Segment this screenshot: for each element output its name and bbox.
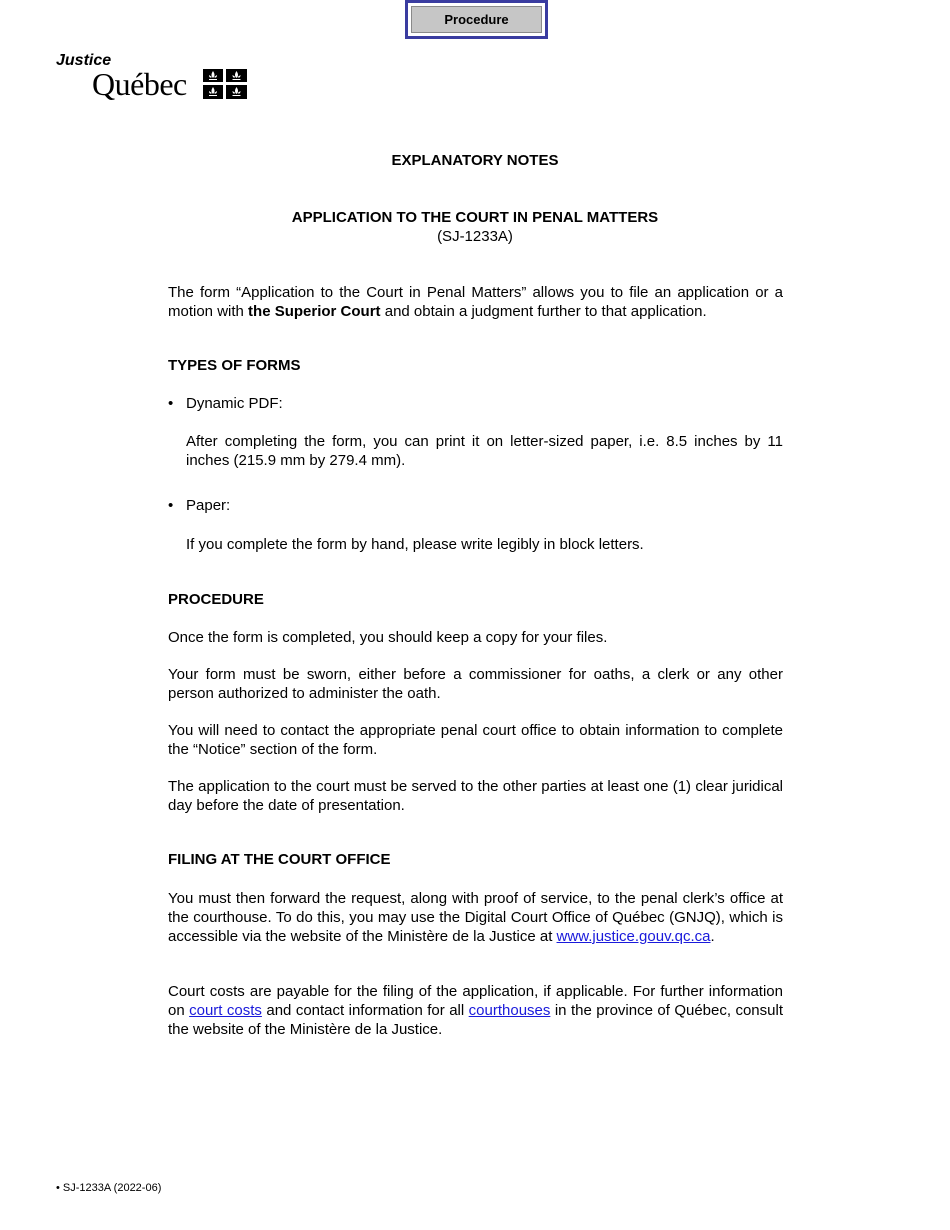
paper-label: Paper: — [186, 497, 231, 514]
filing-text-end: . — [710, 928, 715, 945]
filing-paragraph — [168, 889, 783, 946]
procedure-button[interactable] — [405, 0, 548, 39]
procedure-button-label[interactable]: Procedure — [411, 6, 542, 33]
procedure-paragraph: Once the form is completed, you should keep a copy for your files. — [168, 629, 608, 646]
bullet-icon: • — [168, 395, 174, 412]
intro-bold: the Superior Court — [248, 303, 381, 320]
intro-text-2: and obtain a judgment further to that application. — [380, 303, 707, 320]
explanatory-notes-heading: EXPLANATORY NOTES — [391, 152, 559, 169]
court-costs-link[interactable]: court costs — [189, 1002, 262, 1019]
dynamic-pdf-label: Dynamic PDF: — [186, 395, 283, 412]
quebec-flag-icon — [203, 69, 247, 99]
types-of-forms-title: TYPES OF FORMS — [168, 357, 301, 374]
procedure-paragraph: You will need to contact the appropriate penal court office to obtain information to complete the “Notice” section of the form. — [168, 722, 783, 758]
logo-justice-text: Justice — [56, 52, 112, 69]
intro-paragraph — [168, 283, 783, 321]
procedure-title: PROCEDURE — [168, 591, 264, 608]
court-costs-text-b: and contact information for all — [261, 1002, 469, 1019]
procedure-paragraph: The application to the court must be served to the other parties at least one (1) clear juridical day before the date of presentation. — [168, 778, 783, 814]
court-costs-paragraph — [168, 982, 783, 1039]
justice-website-link[interactable]: www.justice.gouv.qc.ca — [556, 928, 711, 945]
paper-text: If you complete the form by hand, please write legibly in block letters. — [186, 536, 644, 553]
filing-text-1: You must then forward the request, along with proof of service, to the penal clerk’s office at the courthouse. To do this, you may use the Digital Court Office of Québec (GNJQ), which is accessible via the website of the Ministère de la Justice at — [168, 890, 783, 945]
courthouses-link[interactable]: courthouses — [468, 1002, 551, 1019]
list-item — [168, 395, 283, 412]
footer-form-code: • SJ-1233A (2022-06) — [56, 1182, 162, 1194]
court-costs-text-a: Court costs are payable for the filing of the application, if applicable. For further information on — [168, 983, 783, 1019]
list-item — [168, 497, 230, 514]
form-title: APPLICATION TO THE COURT IN PENAL MATTERS — [291, 209, 659, 226]
dynamic-pdf-text: After completing the form, you can print it on letter-sized paper, i.e. 8.5 inches by 11 inches (215.9 mm by 279.4 mm). — [186, 433, 783, 469]
bullet-icon: • — [168, 497, 174, 514]
logo-quebec-text: Québec — [92, 66, 187, 102]
filing-title: FILING AT THE COURT OFFICE — [168, 851, 391, 868]
justice-quebec-logo — [56, 52, 251, 104]
form-code: (SJ-1233A) — [437, 228, 513, 245]
procedure-paragraph: Your form must be sworn, either before a commissioner for oaths, a clerk or any other person authorized to administer the oath. — [168, 666, 783, 702]
court-costs-text-c: in the province of Québec, consult the website of the Ministère de la Justice. — [168, 1002, 783, 1038]
intro-text-1: The form “Application to the Court in Penal Matters” allows you to file an application or a motion with — [168, 284, 783, 320]
